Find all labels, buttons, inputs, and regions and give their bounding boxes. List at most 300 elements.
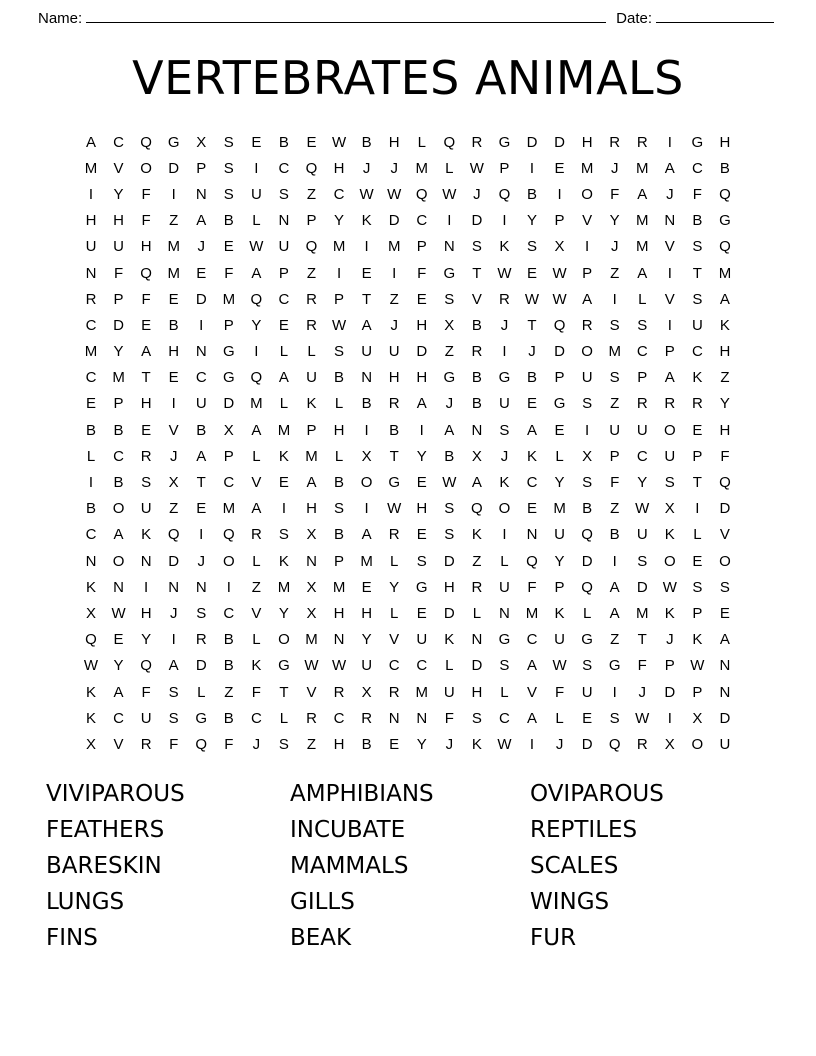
- grid-cell[interactable]: D: [416, 343, 428, 361]
- grid-cell[interactable]: N: [278, 212, 290, 230]
- grid-cell[interactable]: C: [113, 709, 124, 727]
- grid-cell[interactable]: A: [113, 683, 124, 701]
- grid-cell[interactable]: E: [278, 474, 289, 492]
- grid-cell[interactable]: L: [390, 552, 399, 570]
- grid-cell[interactable]: L: [279, 395, 289, 413]
- grid-cell[interactable]: H: [140, 604, 152, 622]
- grid-cell[interactable]: U: [499, 395, 510, 413]
- grid-cell[interactable]: E: [526, 264, 537, 282]
- grid-cell[interactable]: O: [663, 421, 676, 439]
- grid-cell[interactable]: X: [692, 709, 703, 727]
- grid-cell[interactable]: Q: [85, 631, 97, 649]
- grid-cell[interactable]: A: [141, 343, 152, 361]
- grid-cell[interactable]: Q: [471, 500, 483, 518]
- word-list-item[interactable]: FINS: [46, 924, 98, 951]
- grid-cell[interactable]: N: [361, 369, 373, 387]
- grid-cell[interactable]: S: [278, 526, 289, 544]
- grid-cell[interactable]: Y: [526, 212, 537, 230]
- grid-cell[interactable]: C: [333, 185, 345, 203]
- grid-cell[interactable]: A: [526, 709, 537, 727]
- grid-cell[interactable]: Y: [141, 631, 152, 649]
- grid-cell[interactable]: R: [85, 290, 97, 308]
- grid-cell[interactable]: N: [471, 631, 483, 649]
- grid-cell[interactable]: A: [251, 421, 262, 439]
- grid-cell[interactable]: U: [195, 395, 207, 413]
- grid-cell[interactable]: V: [526, 683, 537, 701]
- grid-cell[interactable]: Q: [140, 264, 152, 282]
- grid-cell[interactable]: S: [141, 474, 152, 492]
- grid-cell[interactable]: W: [690, 657, 705, 675]
- grid-cell[interactable]: W: [249, 238, 264, 256]
- grid-cell[interactable]: W: [552, 290, 567, 308]
- grid-cell[interactable]: R: [306, 290, 317, 308]
- grid-cell[interactable]: N: [471, 421, 483, 439]
- grid-cell[interactable]: O: [140, 159, 152, 177]
- grid-cell[interactable]: A: [196, 212, 207, 230]
- grid-cell[interactable]: H: [140, 395, 152, 413]
- grid-cell[interactable]: N: [388, 709, 400, 727]
- grid-cell[interactable]: Y: [609, 212, 620, 230]
- grid-cell[interactable]: T: [279, 683, 289, 701]
- grid-cell[interactable]: S: [334, 343, 345, 361]
- grid-cell[interactable]: U: [140, 709, 152, 727]
- grid-cell[interactable]: G: [222, 369, 235, 387]
- grid-cell[interactable]: I: [199, 316, 204, 334]
- grid-cell[interactable]: U: [581, 683, 593, 701]
- grid-cell[interactable]: M: [332, 238, 346, 256]
- grid-cell[interactable]: P: [554, 369, 565, 387]
- grid-cell[interactable]: A: [719, 290, 730, 308]
- grid-cell[interactable]: H: [333, 159, 345, 177]
- grid-cell[interactable]: R: [691, 395, 703, 413]
- grid-cell[interactable]: F: [169, 735, 179, 753]
- grid-cell[interactable]: X: [664, 735, 675, 753]
- grid-cell[interactable]: S: [664, 474, 675, 492]
- grid-cell[interactable]: L: [390, 604, 399, 622]
- grid-cell[interactable]: R: [140, 447, 152, 465]
- grid-cell[interactable]: A: [196, 447, 207, 465]
- grid-cell[interactable]: O: [691, 735, 704, 753]
- grid-cell[interactable]: V: [664, 238, 675, 256]
- grid-cell[interactable]: Q: [581, 578, 593, 596]
- grid-cell[interactable]: D: [471, 657, 483, 675]
- grid-cell[interactable]: L: [555, 709, 564, 727]
- grid-cell[interactable]: H: [140, 238, 152, 256]
- grid-cell[interactable]: G: [608, 657, 621, 675]
- grid-cell[interactable]: I: [612, 290, 617, 308]
- grid-cell[interactable]: W: [442, 185, 457, 203]
- grid-cell[interactable]: V: [168, 421, 179, 439]
- grid-cell[interactable]: G: [719, 212, 731, 230]
- grid-cell[interactable]: F: [224, 735, 234, 753]
- grid-cell[interactable]: Z: [306, 185, 317, 203]
- grid-cell[interactable]: K: [471, 526, 482, 544]
- grid-cell[interactable]: V: [471, 290, 482, 308]
- grid-cell[interactable]: O: [663, 552, 676, 570]
- grid-cell[interactable]: X: [444, 316, 455, 334]
- grid-cell[interactable]: J: [362, 159, 371, 177]
- grid-cell[interactable]: V: [719, 526, 730, 544]
- grid-cell[interactable]: F: [610, 474, 620, 492]
- grid-cell[interactable]: N: [526, 526, 538, 544]
- grid-cell[interactable]: Y: [113, 185, 124, 203]
- grid-cell[interactable]: V: [251, 604, 262, 622]
- grid-cell[interactable]: S: [609, 369, 620, 387]
- grid-cell[interactable]: P: [582, 264, 593, 282]
- grid-cell[interactable]: L: [252, 552, 261, 570]
- grid-cell[interactable]: B: [361, 735, 372, 753]
- grid-cell[interactable]: E: [526, 395, 537, 413]
- grid-cell[interactable]: M: [167, 264, 180, 282]
- grid-cell[interactable]: F: [527, 578, 537, 596]
- grid-cell[interactable]: J: [555, 735, 564, 753]
- grid-cell[interactable]: B: [389, 421, 400, 439]
- grid-cell[interactable]: R: [306, 316, 317, 334]
- grid-cell[interactable]: F: [720, 447, 730, 465]
- grid-cell[interactable]: P: [223, 316, 234, 334]
- grid-cell[interactable]: T: [527, 316, 537, 334]
- grid-cell[interactable]: A: [609, 578, 620, 596]
- grid-cell[interactable]: N: [113, 578, 124, 596]
- grid-cell[interactable]: J: [169, 604, 178, 622]
- grid-cell[interactable]: S: [582, 657, 593, 675]
- grid-cell[interactable]: P: [609, 447, 620, 465]
- grid-cell[interactable]: I: [447, 212, 452, 230]
- grid-cell[interactable]: O: [581, 185, 593, 203]
- grid-cell[interactable]: J: [500, 316, 509, 334]
- grid-cell[interactable]: T: [389, 447, 399, 465]
- grid-cell[interactable]: X: [471, 447, 482, 465]
- grid-cell[interactable]: W: [442, 474, 457, 492]
- grid-cell[interactable]: V: [582, 212, 593, 230]
- grid-cell[interactable]: D: [471, 212, 483, 230]
- grid-cell[interactable]: L: [472, 604, 482, 622]
- grid-cell[interactable]: R: [306, 709, 317, 727]
- word-list-item[interactable]: FUR: [530, 924, 577, 951]
- grid-cell[interactable]: L: [638, 290, 647, 308]
- grid-cell[interactable]: C: [636, 447, 648, 465]
- grid-cell[interactable]: Q: [581, 526, 593, 544]
- grid-cell[interactable]: A: [113, 526, 124, 544]
- grid-cell[interactable]: M: [387, 238, 401, 256]
- grid-cell[interactable]: W: [497, 735, 512, 753]
- grid-cell[interactable]: Q: [526, 552, 538, 570]
- grid-cell[interactable]: I: [502, 526, 507, 544]
- grid-cell[interactable]: E: [361, 578, 372, 596]
- grid-cell[interactable]: J: [390, 159, 398, 177]
- grid-cell[interactable]: A: [637, 185, 648, 203]
- grid-cell[interactable]: I: [364, 421, 369, 439]
- grid-cell[interactable]: B: [223, 657, 234, 675]
- grid-cell[interactable]: Y: [416, 735, 427, 753]
- grid-cell[interactable]: D: [113, 316, 124, 334]
- grid-cell[interactable]: Z: [610, 500, 620, 518]
- grid-cell[interactable]: M: [636, 212, 649, 230]
- grid-cell[interactable]: P: [692, 447, 703, 465]
- grid-cell[interactable]: X: [306, 526, 317, 544]
- grid-cell[interactable]: F: [251, 683, 261, 701]
- grid-cell[interactable]: D: [636, 578, 648, 596]
- grid-cell[interactable]: H: [333, 735, 345, 753]
- grid-cell[interactable]: C: [113, 447, 124, 465]
- grid-cell[interactable]: G: [195, 709, 208, 727]
- grid-cell[interactable]: B: [609, 526, 620, 544]
- grid-cell[interactable]: Q: [140, 657, 152, 675]
- grid-cell[interactable]: G: [553, 395, 566, 413]
- word-list-item[interactable]: BARESKIN: [46, 852, 162, 879]
- grid-cell[interactable]: S: [223, 185, 234, 203]
- grid-cell[interactable]: A: [251, 264, 262, 282]
- grid-cell[interactable]: B: [471, 316, 482, 334]
- grid-cell[interactable]: K: [719, 316, 730, 334]
- grid-cell[interactable]: W: [552, 657, 567, 675]
- grid-cell[interactable]: E: [196, 500, 207, 518]
- grid-cell[interactable]: B: [168, 316, 179, 334]
- grid-cell[interactable]: Q: [195, 735, 208, 753]
- grid-cell[interactable]: Z: [610, 395, 620, 413]
- grid-cell[interactable]: D: [554, 133, 565, 151]
- grid-cell[interactable]: C: [278, 290, 290, 308]
- grid-cell[interactable]: G: [388, 474, 401, 492]
- grid-cell[interactable]: H: [306, 500, 317, 518]
- grid-cell[interactable]: D: [581, 735, 593, 753]
- grid-cell[interactable]: C: [250, 709, 262, 727]
- grid-cell[interactable]: M: [167, 238, 180, 256]
- grid-cell[interactable]: J: [500, 447, 509, 465]
- grid-cell[interactable]: Z: [444, 343, 454, 361]
- grid-cell[interactable]: R: [140, 735, 152, 753]
- grid-cell[interactable]: G: [691, 133, 704, 151]
- grid-cell[interactable]: B: [471, 395, 482, 413]
- grid-cell[interactable]: A: [582, 290, 593, 308]
- grid-cell[interactable]: W: [304, 657, 319, 675]
- grid-cell[interactable]: C: [223, 604, 235, 622]
- grid-cell[interactable]: S: [692, 238, 703, 256]
- grid-cell[interactable]: T: [362, 290, 372, 308]
- grid-cell[interactable]: N: [195, 185, 207, 203]
- grid-cell[interactable]: Z: [610, 264, 620, 282]
- grid-cell[interactable]: K: [692, 631, 703, 649]
- grid-cell[interactable]: Y: [113, 657, 124, 675]
- grid-cell[interactable]: P: [196, 159, 207, 177]
- grid-cell[interactable]: S: [168, 683, 179, 701]
- grid-cell[interactable]: M: [580, 159, 594, 177]
- grid-cell[interactable]: K: [85, 709, 96, 727]
- grid-cell[interactable]: M: [553, 500, 566, 518]
- grid-cell[interactable]: G: [167, 133, 180, 151]
- grid-cell[interactable]: S: [196, 604, 207, 622]
- grid-cell[interactable]: D: [443, 552, 455, 570]
- grid-cell[interactable]: S: [416, 552, 427, 570]
- grid-cell[interactable]: I: [667, 316, 672, 334]
- grid-cell[interactable]: E: [168, 290, 179, 308]
- grid-cell[interactable]: D: [223, 395, 235, 413]
- grid-cell[interactable]: F: [637, 657, 647, 675]
- grid-cell[interactable]: O: [581, 343, 593, 361]
- grid-cell[interactable]: M: [305, 631, 318, 649]
- grid-cell[interactable]: E: [306, 133, 317, 151]
- grid-cell[interactable]: B: [223, 212, 234, 230]
- grid-cell[interactable]: S: [692, 578, 703, 596]
- grid-cell[interactable]: L: [693, 526, 702, 544]
- grid-cell[interactable]: Q: [498, 185, 511, 203]
- grid-cell[interactable]: S: [637, 552, 648, 570]
- grid-cell[interactable]: W: [635, 500, 650, 518]
- grid-cell[interactable]: U: [554, 631, 565, 649]
- grid-cell[interactable]: N: [443, 238, 455, 256]
- grid-cell[interactable]: M: [277, 421, 291, 439]
- grid-cell[interactable]: E: [278, 316, 289, 334]
- grid-cell[interactable]: A: [526, 657, 537, 675]
- word-list-item[interactable]: GILLS: [290, 888, 355, 915]
- grid-cell[interactable]: C: [85, 316, 97, 334]
- grid-cell[interactable]: J: [528, 343, 536, 361]
- grid-cell[interactable]: U: [691, 316, 703, 334]
- grid-cell[interactable]: J: [610, 238, 619, 256]
- grid-cell[interactable]: S: [692, 290, 703, 308]
- grid-cell[interactable]: K: [85, 683, 96, 701]
- grid-cell[interactable]: C: [691, 159, 703, 177]
- grid-cell[interactable]: J: [197, 552, 205, 570]
- grid-cell[interactable]: I: [336, 264, 342, 282]
- grid-cell[interactable]: I: [364, 238, 369, 256]
- grid-cell[interactable]: F: [444, 709, 454, 727]
- grid-cell[interactable]: C: [388, 657, 400, 675]
- grid-cell[interactable]: A: [471, 474, 482, 492]
- grid-cell[interactable]: X: [223, 421, 234, 439]
- grid-cell[interactable]: H: [416, 369, 428, 387]
- grid-cell[interactable]: G: [222, 343, 235, 361]
- grid-cell[interactable]: N: [719, 683, 731, 701]
- grid-cell[interactable]: Q: [415, 185, 428, 203]
- grid-cell[interactable]: S: [471, 238, 482, 256]
- grid-cell[interactable]: E: [113, 631, 124, 649]
- grid-cell[interactable]: B: [719, 159, 730, 177]
- grid-cell[interactable]: E: [168, 369, 179, 387]
- grid-cell[interactable]: S: [609, 316, 620, 334]
- word-list-item[interactable]: VIVIPAROUS: [46, 780, 185, 807]
- grid-cell[interactable]: E: [554, 159, 565, 177]
- grid-cell[interactable]: A: [361, 526, 372, 544]
- grid-cell[interactable]: K: [554, 604, 565, 622]
- grid-cell[interactable]: H: [719, 343, 731, 361]
- grid-cell[interactable]: R: [664, 395, 676, 413]
- grid-cell[interactable]: N: [499, 604, 510, 622]
- grid-cell[interactable]: M: [112, 369, 125, 387]
- grid-cell[interactable]: P: [554, 212, 565, 230]
- word-list-item[interactable]: LUNGS: [46, 888, 125, 915]
- grid-cell[interactable]: N: [85, 552, 97, 570]
- grid-cell[interactable]: I: [254, 159, 259, 177]
- grid-cell[interactable]: I: [281, 500, 287, 518]
- grid-cell[interactable]: P: [692, 683, 703, 701]
- grid-cell[interactable]: Z: [389, 290, 399, 308]
- grid-cell[interactable]: L: [197, 683, 206, 701]
- grid-cell[interactable]: B: [113, 421, 124, 439]
- grid-cell[interactable]: Q: [250, 369, 263, 387]
- grid-cell[interactable]: B: [526, 369, 537, 387]
- grid-cell[interactable]: Q: [222, 526, 235, 544]
- grid-cell[interactable]: I: [667, 264, 672, 282]
- grid-cell[interactable]: D: [719, 709, 731, 727]
- grid-cell[interactable]: S: [223, 159, 234, 177]
- grid-cell[interactable]: L: [555, 447, 564, 465]
- name-input-line[interactable]: [86, 10, 606, 23]
- grid-cell[interactable]: T: [472, 264, 482, 282]
- grid-cell[interactable]: P: [306, 212, 317, 230]
- grid-cell[interactable]: B: [582, 500, 593, 518]
- grid-cell[interactable]: R: [471, 133, 483, 151]
- grid-cell[interactable]: I: [585, 238, 590, 256]
- grid-cell[interactable]: B: [334, 526, 345, 544]
- grid-cell[interactable]: E: [416, 604, 427, 622]
- grid-cell[interactable]: H: [719, 421, 731, 439]
- grid-cell[interactable]: O: [112, 500, 125, 518]
- grid-cell[interactable]: N: [85, 264, 97, 282]
- grid-cell[interactable]: P: [334, 552, 345, 570]
- grid-cell[interactable]: S: [499, 421, 510, 439]
- grid-cell[interactable]: C: [636, 343, 648, 361]
- grid-cell[interactable]: A: [526, 421, 537, 439]
- grid-cell[interactable]: H: [581, 133, 593, 151]
- grid-cell[interactable]: W: [83, 657, 99, 675]
- grid-cell[interactable]: I: [88, 474, 94, 492]
- grid-cell[interactable]: U: [250, 185, 262, 203]
- grid-cell[interactable]: B: [113, 474, 124, 492]
- grid-cell[interactable]: F: [141, 290, 151, 308]
- grid-cell[interactable]: Y: [113, 343, 124, 361]
- grid-cell[interactable]: L: [417, 133, 426, 151]
- grid-cell[interactable]: N: [140, 552, 152, 570]
- grid-cell[interactable]: J: [473, 185, 481, 203]
- grid-cell[interactable]: X: [85, 604, 96, 622]
- grid-cell[interactable]: C: [113, 133, 124, 151]
- grid-cell[interactable]: L: [307, 343, 316, 361]
- grid-cell[interactable]: L: [252, 447, 261, 465]
- grid-cell[interactable]: I: [254, 343, 259, 361]
- grid-cell[interactable]: W: [331, 133, 347, 151]
- grid-cell[interactable]: J: [610, 159, 619, 177]
- grid-cell[interactable]: Q: [719, 185, 731, 203]
- grid-cell[interactable]: V: [113, 159, 124, 177]
- grid-cell[interactable]: W: [497, 264, 512, 282]
- grid-cell[interactable]: F: [113, 264, 124, 282]
- grid-cell[interactable]: P: [499, 159, 510, 177]
- grid-cell[interactable]: M: [636, 159, 649, 177]
- grid-cell[interactable]: Z: [720, 369, 730, 387]
- grid-cell[interactable]: B: [223, 631, 234, 649]
- grid-cell[interactable]: A: [361, 316, 372, 334]
- grid-cell[interactable]: S: [444, 526, 455, 544]
- grid-cell[interactable]: U: [554, 526, 565, 544]
- word-list-item[interactable]: INCUBATE: [290, 816, 406, 843]
- grid-cell[interactable]: X: [361, 447, 372, 465]
- grid-cell[interactable]: D: [554, 343, 565, 361]
- grid-cell[interactable]: B: [85, 421, 96, 439]
- grid-cell[interactable]: U: [361, 343, 373, 361]
- word-list-item[interactable]: FEATHERS: [46, 816, 165, 843]
- grid-cell[interactable]: K: [526, 447, 537, 465]
- grid-cell[interactable]: G: [581, 631, 593, 649]
- grid-cell[interactable]: M: [608, 343, 621, 361]
- grid-cell[interactable]: H: [85, 212, 97, 230]
- grid-cell[interactable]: K: [85, 578, 96, 596]
- grid-cell[interactable]: R: [609, 133, 621, 151]
- grid-cell[interactable]: I: [585, 421, 590, 439]
- grid-cell[interactable]: S: [609, 709, 620, 727]
- grid-cell[interactable]: E: [554, 421, 565, 439]
- grid-cell[interactable]: J: [638, 683, 646, 701]
